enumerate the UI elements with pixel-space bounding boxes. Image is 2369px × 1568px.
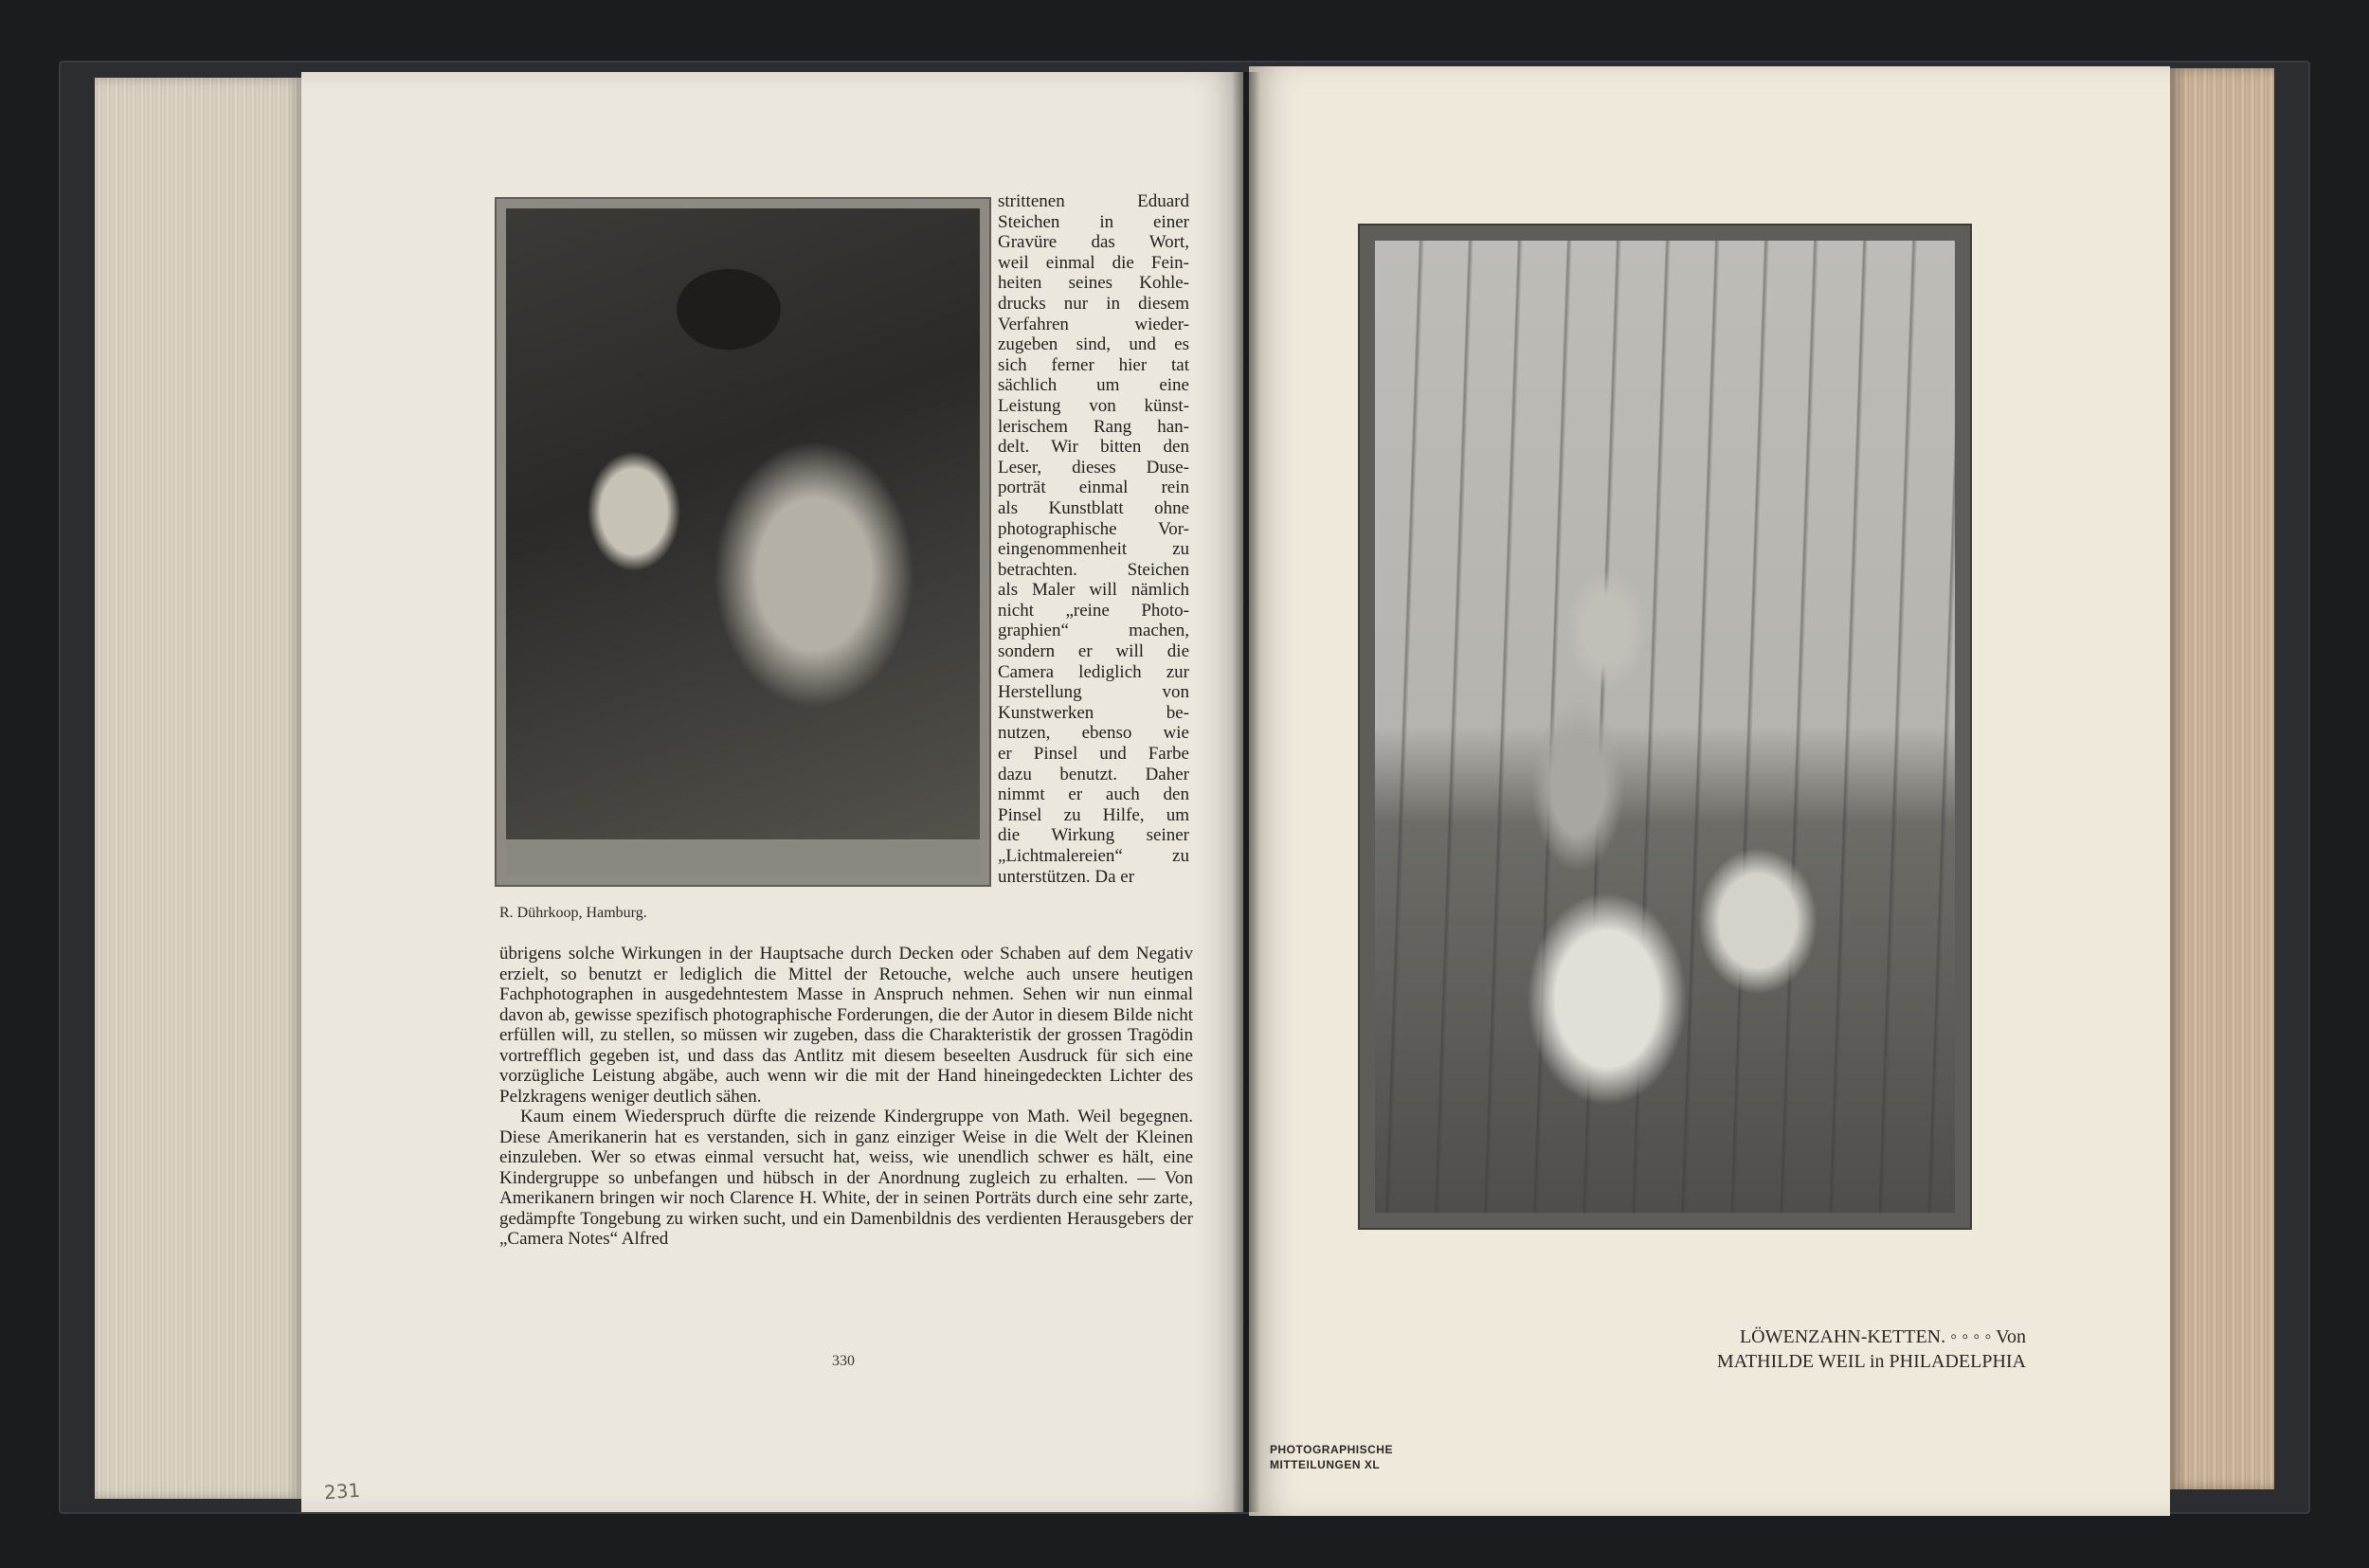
column-line: als Kunstblatt ohne — [998, 497, 1189, 518]
column-line: eingenommenheit zu — [998, 539, 1189, 560]
photo-caption: R. Dührkoop, Hamburg. — [499, 905, 647, 921]
column-line: strittenen Eduard — [998, 191, 1189, 211]
plate-title — [1696, 1325, 2026, 1374]
column-line: Steichen in einer — [998, 211, 1189, 232]
column-line: dazu benutzt. Daher — [998, 764, 1189, 784]
column-line: er Pinsel und Farbe — [998, 744, 1189, 765]
column-line: graphien“ machen, — [998, 621, 1189, 641]
column-line: zugeben sind, und es — [998, 334, 1189, 355]
portrait-mat — [506, 841, 980, 875]
column-line: sich ferner hier tat — [998, 354, 1189, 375]
column-line: Leistung von künst- — [998, 395, 1189, 416]
column-line: Herstellung von — [998, 682, 1189, 703]
column-line: Camera lediglich zur — [998, 661, 1189, 682]
column-line: heiten seines Kohle- — [998, 273, 1189, 294]
children-image — [1375, 241, 1955, 1213]
book-gutter — [1232, 72, 1260, 1512]
column-line: drucks nur in diesem — [998, 293, 1189, 314]
column-line: nutzen, ebenso wie — [998, 723, 1189, 744]
column-line: die Wirkung seiner — [998, 825, 1189, 846]
portrait-image — [506, 208, 980, 839]
body-text — [499, 944, 1193, 1250]
column-line: betrachten. Steichen — [998, 559, 1189, 580]
column-line: „Lichtmalereien“ zu — [998, 846, 1189, 866]
plate-title-line-2: MATHILDE WEIL in PHILADELPHIA — [1716, 1351, 2026, 1372]
column-line: Verfahren wieder- — [998, 314, 1189, 334]
journal-line-1: PHOTOGRAPHISCHE — [1270, 1443, 1393, 1456]
portrait-photograph — [495, 197, 991, 887]
column-text — [998, 191, 1189, 887]
column-line: sächlich um eine — [998, 375, 1189, 396]
plate-title-line-1: LÖWENZAHN-KETTEN. ◦ ◦ ◦ ◦ Von — [1739, 1326, 2026, 1347]
column-line: nimmt er auch den — [998, 784, 1189, 805]
column-line: unterstützen. Da er — [998, 866, 1135, 887]
column-line: Gravüre das Wort, — [998, 232, 1189, 253]
column-line: nicht „reine Photo- — [998, 600, 1189, 621]
column-line: als Maler will nämlich — [998, 580, 1189, 601]
column-line: photographische Vor- — [998, 518, 1189, 539]
column-line: delt. Wir bitten den — [998, 437, 1189, 458]
column-line: Pinsel zu Hilfe, um — [998, 804, 1189, 825]
pencil-annotation: 231 — [323, 1478, 361, 1505]
column-line: porträt einmal rein — [998, 478, 1189, 498]
page-number: 330 — [832, 1353, 855, 1369]
column-line: Kunstwerken be- — [998, 702, 1189, 723]
right-page-stack — [2170, 68, 2274, 1489]
journal-line-2: MITTEILUNGEN XL — [1270, 1458, 1381, 1471]
paragraph-2: Kaum einem Wiederspruch dürfte die reizende Kindergruppe von Math. Weil begegnen. Diese Amerikanerin hat es verstanden, sich in ganz einziger Weise in die Welt der Kleinen einzuleben. Wer so etwas einmal versucht hat, weiss, wie unendlich schwer es hält, eine Kindergruppe so unbefangen und hübsch in der Anordnung zugleich zu erhalten. — Von Amerikanern bringen wir noch Clarence H. White, der in seinen Porträts durch eine sehr zarte, gedämpfte Tongebung zu wirken sucht, und ein Damenbildnis des verdienten Herausgebers der „Camera Notes“ Alfred — [499, 1107, 1193, 1249]
column-line: weil einmal die Fein- — [998, 252, 1189, 273]
paragraph-1: übrigens solche Wirkungen in der Hauptsache durch Decken oder Schaben auf dem Negativ erzielt, so benutzt er lediglich die Mittel der Retouche, welche auch unsere heutigen Fachphotographen in ausgedehntestem Masse in Anspruch nehmen. Sehen wir nun einmal davon ab, gewisse spezifisch photographische Forderungen, die der Autor in diesem Bilde nicht erfüllen will, zu stellen, so müssen wir zugeben, dass die Charakteristik der grossen Tragödin vortrefflich gegeben ist, und dass das Antlitz mit diesem beseelten Ausdruck für sich eine vorzügliche Leistung abgäbe, auch wenn wir die mit der Hand hineingedeckten Lichter des Pelzkragens weniger deutlich sähen. — [499, 944, 1193, 1107]
journal-name — [1270, 1442, 1393, 1472]
column-line: Leser, dieses Duse- — [998, 457, 1189, 478]
children-photograph — [1358, 224, 1972, 1230]
column-line: lerischem Rang han- — [998, 416, 1189, 437]
left-page-stack — [95, 78, 303, 1499]
column-line: sondern er will die — [998, 641, 1189, 662]
